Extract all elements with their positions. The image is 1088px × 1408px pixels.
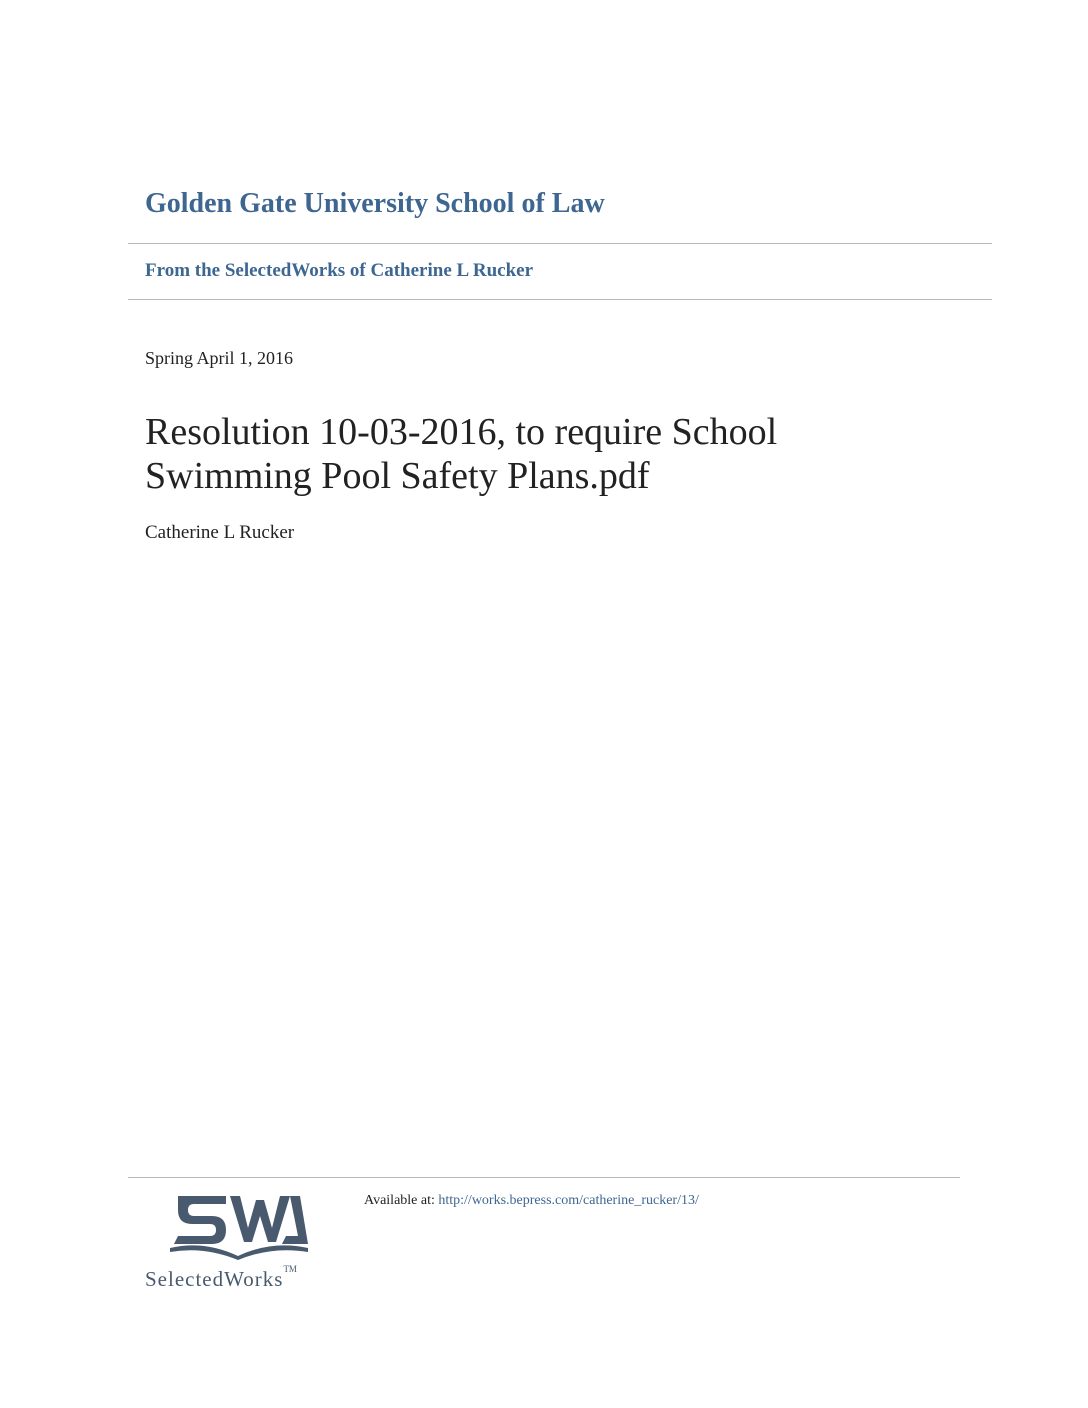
- available-at-label: Available at:: [364, 1193, 435, 1208]
- selectedworks-wordmark-text: SelectedWorks: [145, 1267, 284, 1291]
- publication-date: Spring April 1, 2016: [145, 348, 294, 368]
- document-title-line-2: Swimming Pool Safety Plans.pdf: [145, 455, 650, 497]
- trademark-mark: TM: [283, 1264, 297, 1274]
- document-title-line-1: Resolution 10-03-2016, to require School: [145, 411, 778, 453]
- selectedworks-author-line: From the SelectedWorks of Catherine L Rucker: [145, 260, 534, 281]
- institution-name: Golden Gate University School of Law: [145, 188, 605, 219]
- header-divider-top: [128, 243, 992, 244]
- available-at-link[interactable]: http://works.bepress.com/catherine_rucker/13/: [438, 1193, 699, 1208]
- document-title: [145, 410, 945, 498]
- header-divider-bottom: [128, 299, 992, 300]
- selectedworks-wordmark: [145, 1264, 297, 1292]
- footer-divider: [128, 1177, 960, 1178]
- document-author: Catherine L Rucker: [145, 522, 295, 543]
- selectedworks-logo-icon: [168, 1190, 310, 1260]
- availability-line: [364, 1193, 699, 1209]
